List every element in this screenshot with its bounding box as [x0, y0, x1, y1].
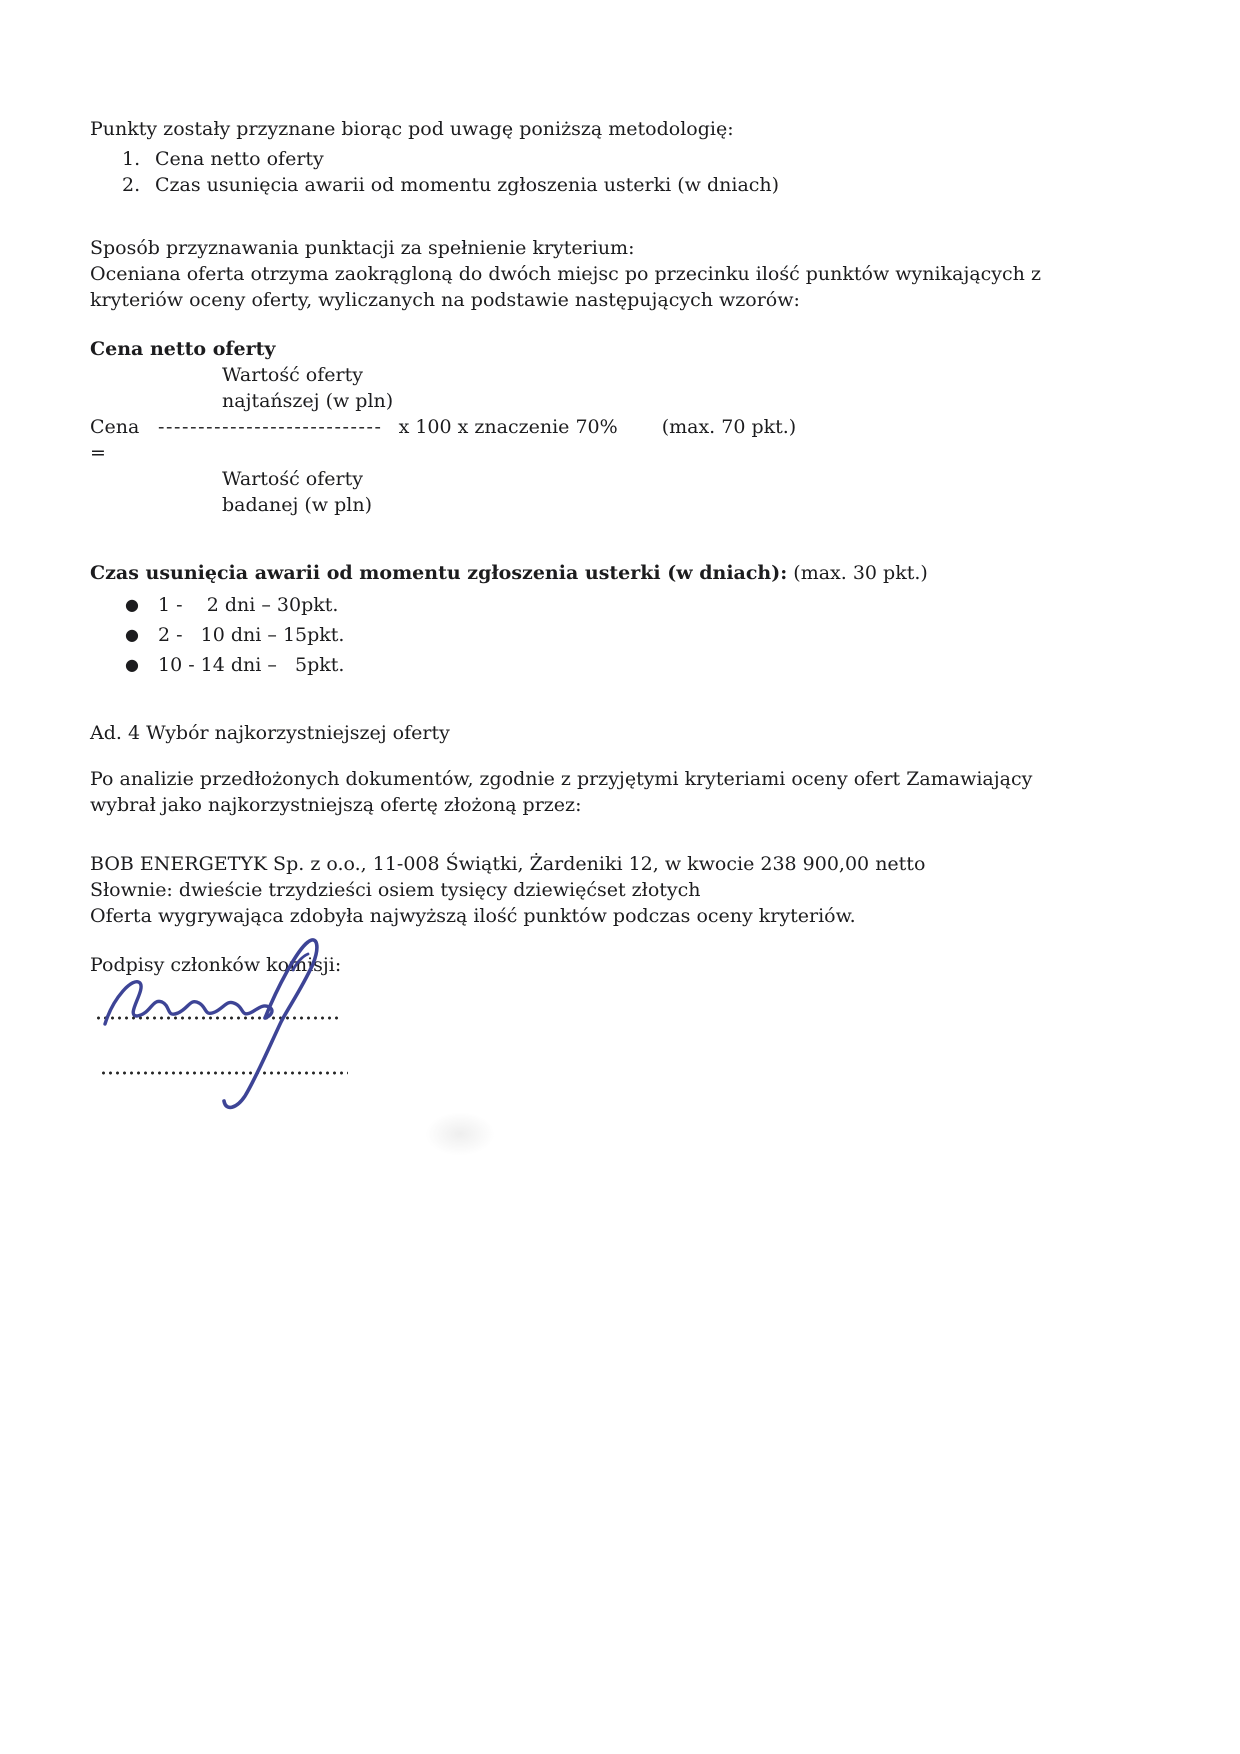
formula-denominator-line1: Wartość oferty: [222, 468, 363, 490]
repair-time-heading: [90, 560, 928, 586]
scoring-line: Sposób przyznawania punktacji za spełnienie kryterium:: [90, 237, 635, 259]
bullet-dot-icon: ●: [125, 625, 139, 644]
bullet-item: [90, 590, 344, 620]
methodology-list: [90, 146, 779, 198]
formula-denominator-line2: badanej (w pln): [222, 494, 372, 516]
formula-multiplier: x 100 x znaczenie 70%: [398, 416, 618, 438]
price-formula: [90, 362, 796, 518]
winner-block: [90, 851, 925, 929]
repair-time-bullets: [90, 590, 344, 680]
bullet-item: [90, 620, 344, 650]
bullet-dot-icon: ●: [125, 655, 139, 674]
formula-numerator-line2: najtańszej (w pln): [222, 390, 394, 412]
selection-line: Po analizie przedłożonych dokumentów, zgodnie z przyjętymi kryteriami oceny ofert Zamawiający: [90, 768, 1033, 790]
winner-summary-line: Oferta wygrywająca zdobyła najwyższą ilość punktów podczas oceny kryteriów.: [90, 905, 856, 927]
winner-company-line: BOB ENERGETYK Sp. z o.o., 11-008 Świątki, Żardeniki 12, w kwocie 238 900,00 netto: [90, 853, 926, 875]
scan-smudge: [425, 1112, 495, 1156]
signatures-label: Podpisy członków komisji:: [90, 954, 342, 976]
selection-paragraph: [90, 766, 1032, 818]
formula-fraction-bar: ----------------------------: [158, 416, 383, 438]
bullet-text: 10 - 14 dni – 5pkt.: [158, 654, 345, 676]
ad4-heading: Ad. 4 Wybór najkorzystniejszej oferty: [90, 722, 450, 744]
repair-time-heading-note: (max. 30 pkt.): [787, 562, 928, 584]
formula-main-line: [90, 414, 796, 466]
bullet-text: 1 - 2 dni – 30pkt.: [158, 594, 339, 616]
bullet-text: 2 - 10 dni – 15pkt.: [158, 624, 345, 646]
scoring-line: kryteriów oceny oferty, wyliczanych na podstawie następujących wzorów:: [90, 289, 800, 311]
handwritten-signature: [85, 926, 335, 1126]
bullet-item: [90, 650, 344, 680]
list-number: 2.: [122, 174, 141, 196]
methodology-intro: Punkty zostały przyznane biorąc pod uwagę poniższą metodologię:: [90, 118, 734, 140]
scoring-line: Oceniana oferta otrzyma zaokrągloną do dwóch miejsc po przecinku ilość punktów wynikających z: [90, 263, 1041, 285]
winner-amount-words-line: Słownie: dwieście trzydzieści osiem tysięcy dziewięćset złotych: [90, 879, 701, 901]
list-item: [90, 172, 779, 198]
formula-max-note: (max. 70 pkt.): [661, 416, 797, 438]
price-criterion-heading: Cena netto oferty: [90, 338, 276, 360]
list-item-text: Cena netto oferty: [155, 148, 324, 170]
formula-lhs: Cena =: [90, 416, 140, 464]
repair-time-heading-bold: Czas usunięcia awarii od momentu zgłoszenia usterki (w dniach):: [90, 562, 788, 584]
list-number: 1.: [122, 148, 141, 170]
scoring-paragraph: [90, 235, 1041, 313]
list-item: [90, 146, 779, 172]
bullet-dot-icon: ●: [125, 595, 139, 614]
selection-line: wybrał jako najkorzystniejszą ofertę złożoną przez:: [90, 794, 582, 816]
list-item-text: Czas usunięcia awarii od momentu zgłoszenia usterki (w dniach): [155, 174, 780, 196]
formula-numerator-line1: Wartość oferty: [222, 364, 363, 386]
